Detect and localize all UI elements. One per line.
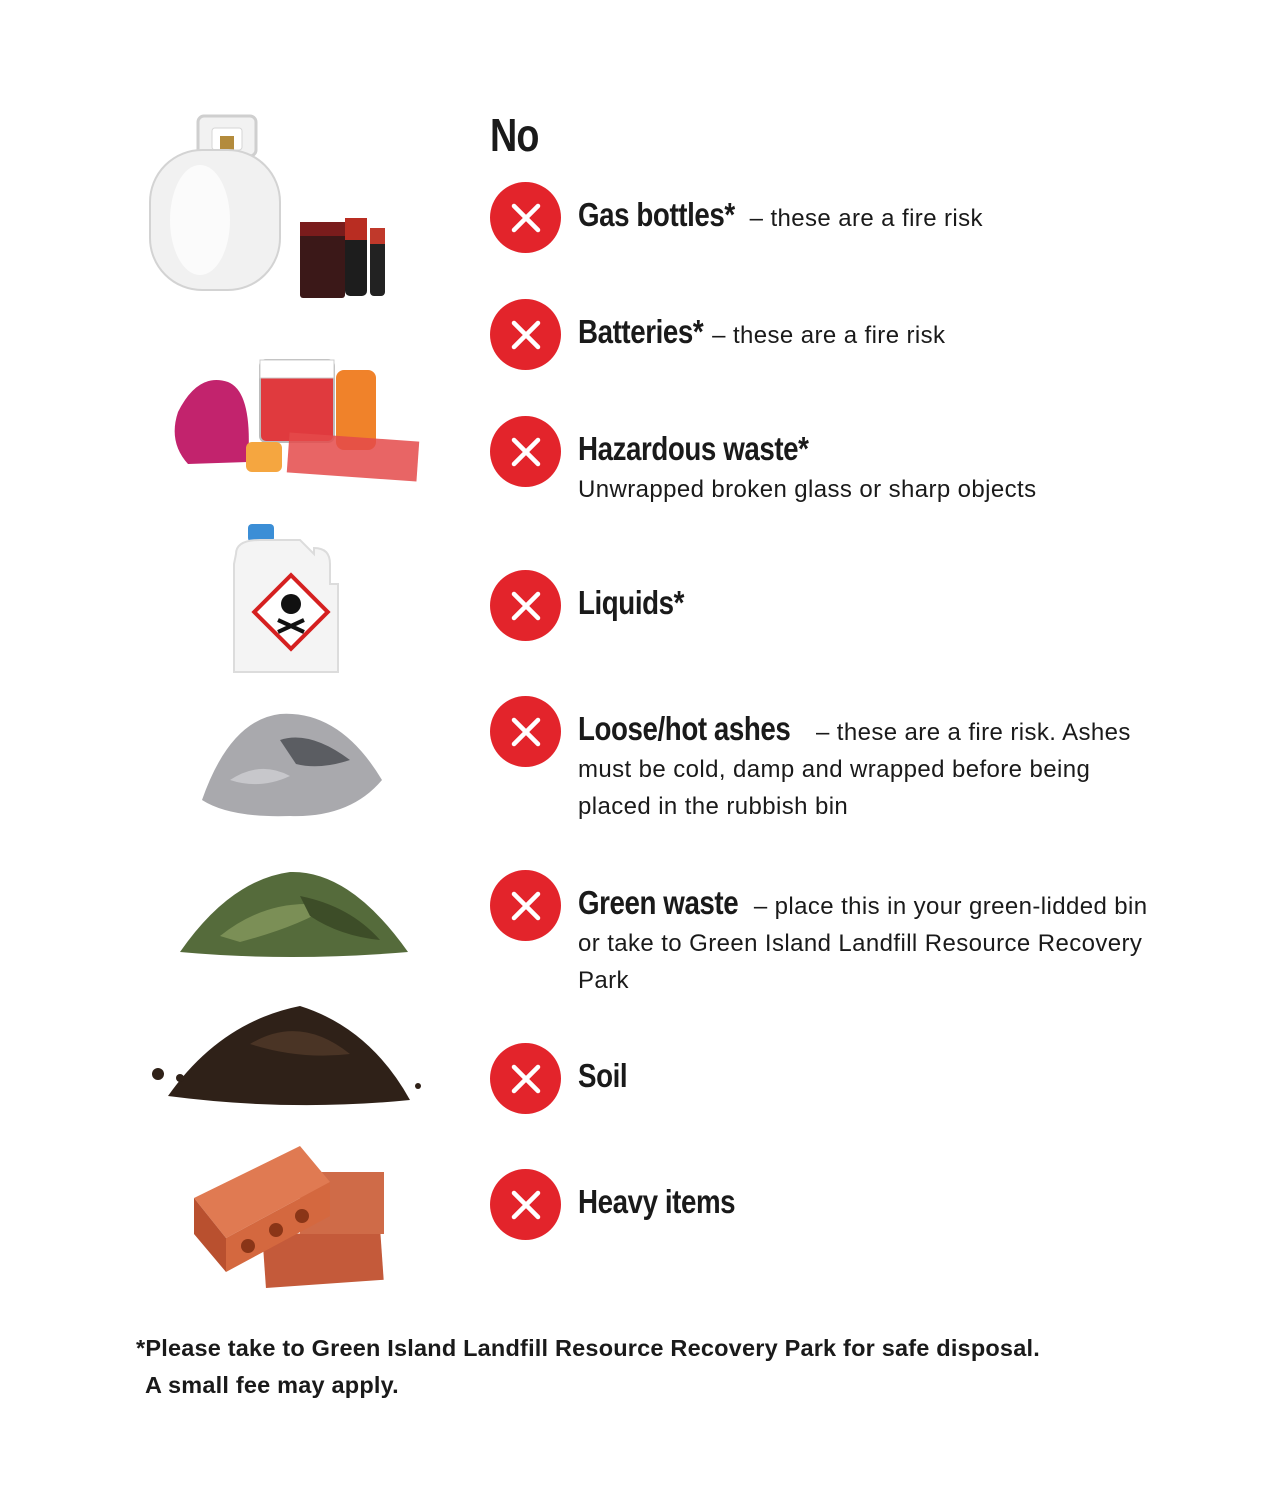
chemical-container-image xyxy=(230,524,342,676)
item-description: Unwrapped broken glass or sharp objects xyxy=(578,476,1037,503)
item-title: Batteries* xyxy=(578,313,704,350)
item-description: – these are a fire risk. Ashes must be cold, damp and wrapped before being placed in the rubbish bin xyxy=(578,719,1131,820)
item-title: Liquids* xyxy=(578,584,684,621)
green-waste-pile-image xyxy=(180,866,410,962)
page-title: No xyxy=(490,109,539,161)
gas-bottle-and-batteries-image xyxy=(140,110,390,310)
item-description: – place this in your green-lidded bin or take to Green Island Landfill Resource Recovery Park xyxy=(578,893,1148,994)
item-title: Green waste xyxy=(578,884,739,921)
item-title: Hazardous waste* xyxy=(578,430,809,467)
cross-icon xyxy=(490,570,561,641)
footnote-line-2: A small fee may apply. xyxy=(145,1372,399,1398)
bricks-image xyxy=(190,1142,388,1290)
cross-icon xyxy=(490,870,561,941)
soil-pile-image xyxy=(150,1004,428,1112)
cross-icon xyxy=(490,1043,561,1114)
footnote xyxy=(136,1330,1040,1404)
cross-icon xyxy=(490,416,561,487)
ash-pile-image xyxy=(200,700,384,820)
item-description: – these are a fire risk xyxy=(742,205,983,232)
item-description: – these are a fire risk xyxy=(705,322,946,349)
cross-icon xyxy=(490,299,561,370)
cross-icon xyxy=(490,696,561,767)
cross-icon xyxy=(490,182,561,253)
hazardous-waste-image xyxy=(168,352,420,482)
item-title: Soil xyxy=(578,1057,628,1094)
item-title: Heavy items xyxy=(578,1183,736,1220)
cross-icon xyxy=(490,1169,561,1240)
footnote-line-1: *Please take to Green Island Landfill Resource Recovery Park for safe disposal. xyxy=(136,1335,1040,1361)
item-title: Gas bottles* xyxy=(578,196,735,233)
item-title: Loose/hot ashes xyxy=(578,710,791,747)
